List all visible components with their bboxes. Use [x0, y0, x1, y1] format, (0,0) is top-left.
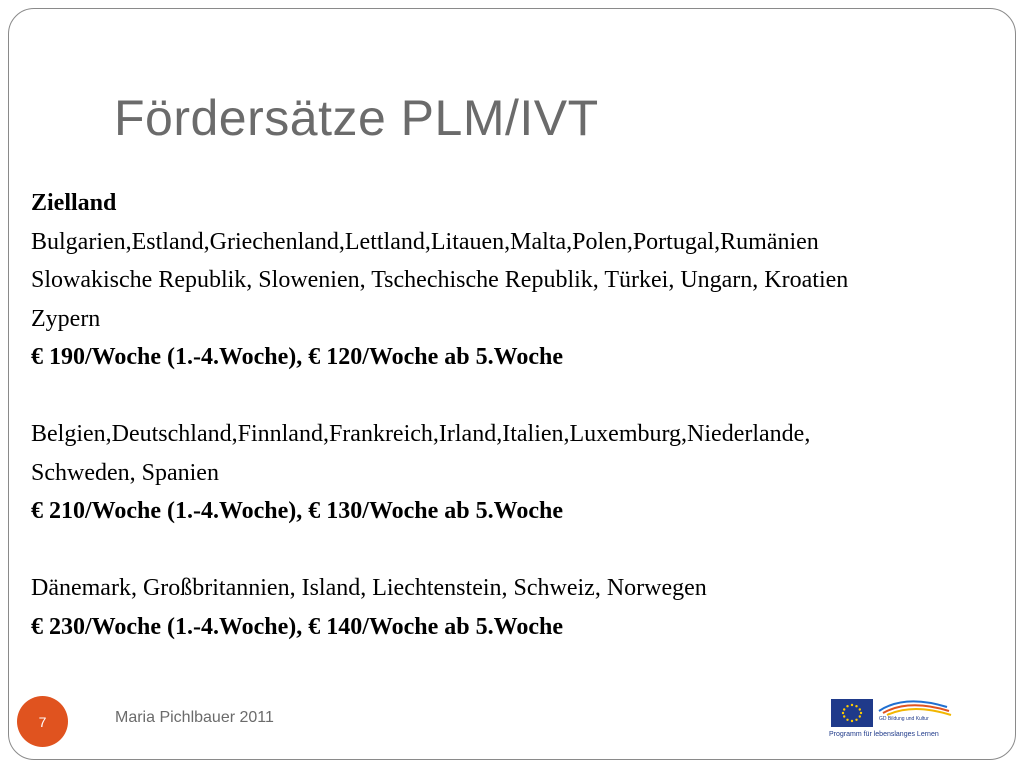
- slide-title: Fördersätze PLM/IVT: [114, 90, 599, 146]
- country-list-line: Bulgarien,Estland,Griechenland,Lettland,Litauen,Malta,Polen,Portugal,Rumänien: [31, 228, 819, 255]
- country-list-line: Slowakische Republik, Slowenien, Tschechische Republik, Türkei, Ungarn, Kroatien: [31, 267, 849, 293]
- rate-line: € 190/Woche (1.-4.Woche), € 120/Woche ab 5.Woche: [31, 344, 563, 370]
- eu-lifelong-learning-logo-icon: [829, 697, 954, 745]
- slide-content: [31, 184, 1001, 646]
- page-number-badge: [17, 696, 68, 747]
- rate-line: € 210/Woche (1.-4.Woche), € 130/Woche ab 5.Woche: [31, 498, 563, 524]
- country-list-line: Belgien,Deutschland,Finnland,Frankreich,Irland,Italien,Luxemburg,Niederlande,: [31, 421, 811, 447]
- rate-line: € 230/Woche (1.-4.Woche), € 140/Woche ab 5.Woche: [31, 613, 563, 640]
- footer-author: Maria Pichlbauer 2011: [115, 709, 274, 726]
- logo-program-text: Programm für lebenslanges Lernen: [829, 731, 939, 738]
- section-heading: Zielland: [31, 190, 117, 216]
- logo-brand-text: GD Bildung und Kultur: [879, 716, 929, 722]
- country-list-line: Zypern: [31, 305, 101, 332]
- eu-flag-icon: [829, 697, 954, 731]
- country-list-line: Schweden, Spanien: [31, 459, 219, 486]
- page-number: 7: [38, 713, 47, 730]
- spacer: [31, 377, 1001, 416]
- country-list-line: Dänemark, Großbritannien, Island, Liechtenstein, Schweiz, Norwegen: [31, 575, 707, 601]
- slide: [8, 8, 1016, 760]
- spacer: [31, 531, 1001, 570]
